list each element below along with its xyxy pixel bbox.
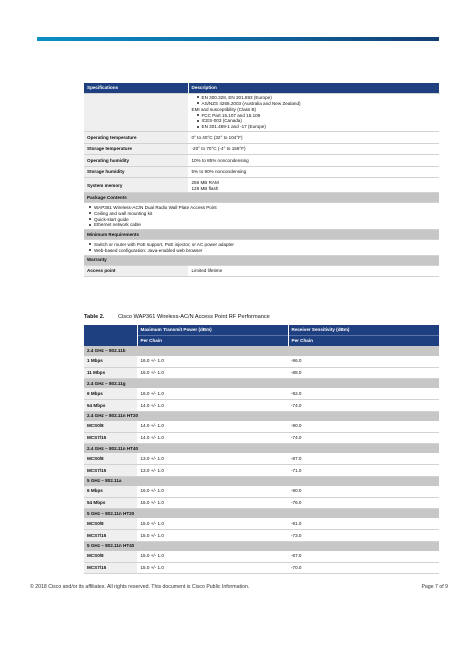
rf-rate-label: MCS7/15 — [84, 530, 137, 542]
rf-transmit-power-value: 15.0 +/- 1.0 — [137, 562, 288, 574]
rf-header-blank — [84, 325, 137, 335]
rf-transmit-power-value: 14.0 +/- 1.0 — [137, 432, 288, 444]
rf-rate-label: MCS7/15 — [84, 465, 137, 477]
rf-section-title: 2.4 GHz – 802.11n HT40 — [84, 444, 439, 454]
section-row-minimum-requirements — [84, 230, 439, 240]
emi-item: EN 301.489-1 and -17 (Europe) — [192, 124, 437, 130]
rf-receiver-sensitivity-value: -90.0 — [288, 421, 439, 433]
specs-header-row — [84, 83, 439, 93]
memory-flash: 128 MB flash — [191, 185, 219, 191]
rf-data-row — [84, 421, 439, 433]
rf-section-row — [84, 509, 439, 519]
rf-receiver-sensitivity-value: -76.0 — [288, 497, 439, 509]
system-memory-value — [188, 178, 439, 193]
rf-receiver-sensitivity-value: -92.0 — [288, 388, 439, 400]
requirement-item: Web-based configuration: Java-enabled web browser — [87, 248, 436, 254]
warranty-label: Access point — [84, 265, 188, 277]
section-row-warranty — [84, 255, 439, 265]
rf-transmit-power-value: 15.0 +/- 1.0 — [137, 530, 288, 542]
compliance-cell — [188, 93, 439, 132]
rf-receiver-sensitivity-value: -87.0 — [288, 453, 439, 465]
rf-rate-label: MCS0/8 — [84, 453, 137, 465]
rf-receiver-sensitivity-value: -74.0 — [288, 400, 439, 412]
rf-data-row — [84, 367, 439, 379]
emi-heading: EMI and susceptibility (Class B) — [191, 106, 257, 112]
rf-data-row — [84, 356, 439, 368]
package-contents-row — [84, 203, 439, 230]
specs-row — [84, 132, 439, 144]
rf-rate-label: MCS7/15 — [84, 562, 137, 574]
rf-data-row — [84, 518, 439, 530]
system-memory-label: System memory — [84, 178, 188, 193]
rf-rate-label: MCS0/8 — [84, 518, 137, 530]
rf-rate-label: 54 Mbps — [84, 400, 137, 412]
rf-rate-label: MCS7/15 — [84, 432, 137, 444]
footer-copyright: © 2018 Cisco and/or its affiliates. All rights reserved. This document is Cisco Public Information. — [30, 584, 250, 590]
rf-subheader-per-chain: Per Chain — [137, 335, 288, 346]
package-item: Ethernet network cable — [87, 222, 436, 228]
warranty-value: Limited lifetime — [188, 265, 439, 277]
rf-data-row — [84, 453, 439, 465]
specifications-table — [84, 83, 440, 277]
rf-rate-label: MCS0/8 — [84, 421, 137, 433]
rf-receiver-sensitivity-value: -73.0 — [288, 530, 439, 542]
compliance-item: AS/NZS 4268.2003 (Australia and New Zealand) — [192, 101, 437, 107]
emi-item: FCC Part 15.107 and 15.109 — [192, 113, 437, 119]
rf-section-title: 5 GHz – 802.11n HT20 — [84, 509, 439, 519]
storage-temperature-label: Storage temperature — [84, 143, 188, 155]
rf-subheader-row — [84, 335, 439, 346]
rf-transmit-power-value: 15.0 +/- 1.0 — [137, 551, 288, 563]
rf-rate-label: 6 Mbps — [84, 388, 137, 400]
specs-header-specifications: Specifications — [84, 83, 188, 93]
requirement-item: Switch or router with PoE support, PoE injector, or AC power adapter — [87, 242, 436, 248]
warranty-row — [84, 265, 439, 277]
rf-section-title: 5 GHz – 802.11n HT40 — [84, 541, 439, 551]
rf-transmit-power-value: 16.0 +/- 1.0 — [137, 388, 288, 400]
rf-header-row — [84, 325, 439, 335]
rf-receiver-sensitivity-value: -91.0 — [288, 518, 439, 530]
package-item: WAP361 Wireless-AC/N Dual Radio Wall Plate Access Point — [87, 205, 436, 211]
rf-data-row — [84, 465, 439, 477]
rf-transmit-power-value: 13.0 +/- 1.0 — [137, 465, 288, 477]
specs-row-memory — [84, 178, 439, 193]
table-number: Table 2. — [84, 314, 105, 320]
operating-humidity-label: Operating humidity — [84, 155, 188, 167]
table-title: Cisco WAP361 Wireless-AC/N Access Point RF Performance — [117, 314, 270, 320]
minimum-requirements-list — [84, 240, 439, 255]
rf-receiver-sensitivity-value: -74.0 — [288, 432, 439, 444]
operating-temperature-label: Operating temperature — [84, 132, 188, 144]
rf-transmit-power-value: 14.0 +/- 1.0 — [137, 421, 288, 433]
rf-data-row — [84, 530, 439, 542]
package-contents-list — [84, 203, 439, 230]
storage-humidity-label: Storage humidity — [84, 166, 188, 178]
rf-data-row — [84, 432, 439, 444]
rf-section-row — [84, 541, 439, 551]
package-contents-title: Package Contents — [84, 193, 439, 203]
memory-ram: 256 MB RAM — [191, 179, 219, 185]
specs-row — [84, 166, 439, 178]
rf-rate-label: MCS0/8 — [84, 551, 137, 563]
emi-item: ICES-003 (Canada) — [192, 118, 437, 124]
rf-rate-label: 6 Mbps — [84, 486, 137, 498]
rf-transmit-power-value: 14.0 +/- 1.0 — [137, 400, 288, 412]
rf-data-row — [84, 486, 439, 498]
rf-receiver-sensitivity-value: -70.0 — [288, 562, 439, 574]
minimum-requirements-row — [84, 240, 439, 255]
rf-receiver-sensitivity-value: -87.0 — [288, 551, 439, 563]
storage-temperature-value: -20° to 70°C (-4° to 158°F) — [188, 143, 439, 155]
rf-section-row — [84, 411, 439, 421]
compliance-item: EN 300.328, EN 301.893 (Europe) — [192, 95, 437, 101]
rf-data-row — [84, 400, 439, 412]
rf-data-row — [84, 388, 439, 400]
rf-data-row — [84, 562, 439, 574]
rf-transmit-power-value: 16.0 +/- 1.0 — [137, 356, 288, 368]
rf-transmit-power-value: 16.0 +/- 1.0 — [137, 497, 288, 509]
header-accent-bar — [37, 37, 439, 41]
rf-header-receiver-sensitivity: Receiver Sensitivity (dBm) — [288, 325, 439, 335]
rf-section-row — [84, 444, 439, 454]
package-item: Ceiling and wall mounting kit — [87, 211, 436, 217]
rf-rate-label: 54 Mbps — [84, 497, 137, 509]
rf-transmit-power-value: 13.0 +/- 1.0 — [137, 453, 288, 465]
rf-section-row — [84, 379, 439, 389]
rf-subheader-per-chain: Per Chain — [288, 335, 439, 346]
specs-row — [84, 155, 439, 167]
rf-section-title: 5 GHz – 802.11a — [84, 476, 439, 486]
rf-receiver-sensitivity-value: -88.0 — [288, 367, 439, 379]
rf-transmit-power-value: 16.0 +/- 1.0 — [137, 367, 288, 379]
minimum-requirements-title: Minimum Requirements — [84, 230, 439, 240]
rf-section-row — [84, 476, 439, 486]
specs-row-compliance — [84, 93, 439, 132]
storage-humidity-value: 5% to 90% noncondensing — [188, 166, 439, 178]
rf-rate-label: 11 Mbps — [84, 367, 137, 379]
rf-transmit-power-value: 16.0 +/- 1.0 — [137, 486, 288, 498]
specs-row — [84, 143, 439, 155]
rf-data-row — [84, 497, 439, 509]
rf-receiver-sensitivity-value: -90.0 — [288, 486, 439, 498]
rf-section-title: 2.4 GHz – 802.11n HT20 — [84, 411, 439, 421]
rf-receiver-sensitivity-value: -71.0 — [288, 465, 439, 477]
rf-header-transmit-power: Maximum Transmit Power (dBm) — [137, 325, 288, 335]
rf-transmit-power-value: 15.0 +/- 1.0 — [137, 518, 288, 530]
rf-receiver-sensitivity-value: -96.0 — [288, 356, 439, 368]
package-item: Quick-start guide — [87, 217, 436, 223]
rf-section-title: 2.4 GHz – 802.11g — [84, 379, 439, 389]
specs-header-description: Description — [188, 83, 439, 93]
section-row-package-contents — [84, 193, 439, 203]
rf-subheader-blank — [84, 335, 137, 346]
footer-page-number: Page 7 of 9 — [421, 584, 448, 590]
rf-rate-label: 1 Mbps — [84, 356, 137, 368]
warranty-title: Warranty — [84, 255, 439, 265]
operating-temperature-value: 0° to 40°C (32° to 104°F) — [188, 132, 439, 144]
rf-data-row — [84, 551, 439, 563]
table-caption — [84, 314, 270, 320]
operating-humidity-value: 10% to 85% noncondensing — [188, 155, 439, 167]
rf-section-title: 2.4 GHz – 802.11b — [84, 346, 439, 356]
rf-performance-table — [84, 325, 440, 574]
rf-section-row — [84, 346, 439, 356]
specs-label-empty — [84, 93, 188, 132]
